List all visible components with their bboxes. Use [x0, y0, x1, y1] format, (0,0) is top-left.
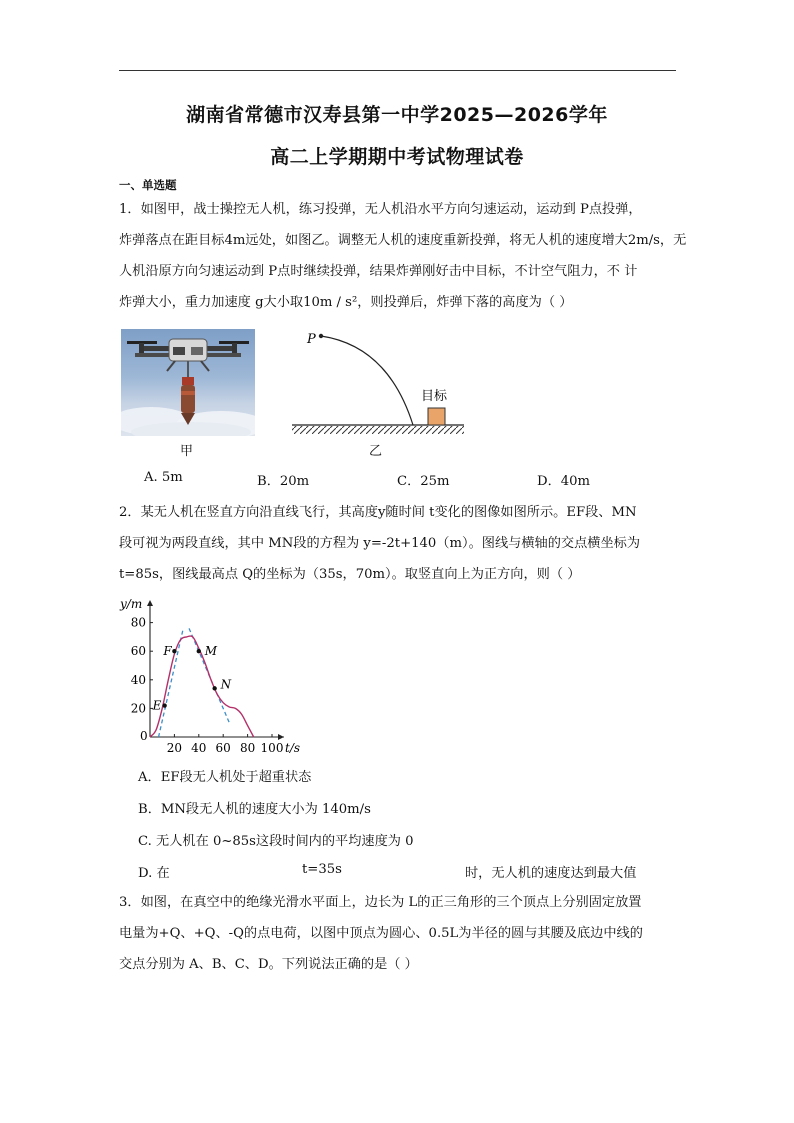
figure-jia-caption: 甲 — [180, 444, 194, 459]
y-tick-label: 60 — [130, 644, 146, 659]
point-p-marker — [319, 334, 323, 338]
y-tick-label: 20 — [130, 701, 146, 716]
q1-option-c: C．25m — [397, 474, 450, 489]
ground-hatching — [292, 426, 464, 434]
q1-option-b: B．20m — [257, 474, 310, 489]
point-n-label: N — [220, 677, 232, 692]
height-time-chart — [118, 592, 318, 754]
label-target: 目标 — [421, 389, 448, 404]
trajectory-diagram — [288, 326, 468, 438]
drone-illustration — [121, 329, 255, 436]
point-f-marker — [172, 649, 176, 653]
q1-line: 炸弹大小，重力加速度 g大小取10m / s²，则投弹后，炸弹下落的高度为（ ） — [119, 295, 573, 310]
label-p: P — [307, 332, 316, 347]
x-axis-label: t/s — [285, 741, 301, 754]
x-tick-label: 100 — [260, 741, 284, 754]
q2-choice-c: C. 无人机在 0~85s这段时间内的平均速度为 0 — [138, 834, 414, 849]
point-m-label: M — [204, 644, 218, 659]
page-title-line2: 高二上学期期中考试物理试卷 — [270, 146, 524, 168]
page-title-line1: 湖南省常德市汉寿县第一中学2025—2026学年 — [186, 104, 608, 126]
q2-line: 2．某无人机在竖直方向沿直线飞行，其高度y随时间 t变化的图像如图所示。EF段、MN — [119, 505, 637, 520]
question-3-text — [119, 887, 679, 980]
point-n-marker — [212, 686, 216, 690]
q2-choice-d-time: t=35s — [302, 862, 342, 877]
q1-option-d: D．40m — [537, 474, 591, 489]
question-2-text — [119, 497, 679, 590]
origin-label: 0 — [140, 729, 148, 743]
q3-line: 电量为+Q、+Q、-Q的点电荷，以图中顶点为圆心、0.5L为半径的圆与其腰及底边中线的 — [119, 926, 643, 941]
question-1-text — [119, 194, 687, 318]
y-tick-label: 40 — [130, 672, 146, 687]
target-box — [428, 408, 445, 425]
q2-choice-a: A．EF段无人机处于超重状态 — [138, 770, 312, 785]
header-rule — [119, 70, 676, 71]
y-axis-label: y/m — [120, 597, 143, 611]
x-tick-label: 80 — [239, 741, 256, 754]
figure-yi-caption: 乙 — [369, 444, 383, 459]
q2-choice-b: B．MN段无人机的速度大小为 140m/s — [138, 802, 371, 817]
x-tick-label: 20 — [166, 741, 183, 754]
q1-option-a: A. 5m — [144, 470, 183, 485]
q2-line: t=85s，图线最高点 Q的坐标为（35s，70m）。取竖直向上为正方向，则（ ） — [119, 567, 581, 582]
q2-choice-d-suffix: 时，无人机的速度达到最大值 — [465, 866, 637, 881]
q3-line: 交点分别为 A、B、C、D。下列说法正确的是（ ） — [119, 957, 418, 972]
q1-line: 人机沿原方向匀速运动到 P点时继续投弹，结果炸弹刚好击中目标，不计空气阻力，不 计 — [119, 264, 638, 279]
bomb-trajectory — [321, 336, 413, 425]
section-heading: 一、单选题 — [119, 178, 177, 192]
x-axis-arrow — [278, 734, 284, 740]
point-e-label: E — [152, 698, 162, 713]
point-m-marker — [197, 649, 201, 653]
y-axis-arrow — [147, 600, 153, 606]
q1-line: 炸弹落点在距目标4m远处，如图乙。调整无人机的速度重新投弹，将无人机的速度增大2m/s，无 — [119, 233, 687, 248]
x-tick-label: 60 — [215, 741, 231, 754]
y-tick-label: 80 — [130, 615, 146, 630]
drone-photo — [121, 329, 255, 436]
q2-choice-d-prefix: D. 在 — [138, 866, 170, 881]
point-f-label: F — [163, 644, 172, 659]
q3-line: 3．如图，在真空中的绝缘光滑水平面上，边长为 L的正三角形的三个顶点上分别固定放置 — [119, 895, 642, 910]
q2-line: 段可视为两段直线，其中 MN段的方程为 y=-2t+140（m）。图线与横轴的交点横坐标为 — [119, 536, 641, 551]
point-e-marker — [162, 703, 166, 707]
x-tick-label: 40 — [191, 741, 207, 754]
q1-line: 1．如图甲，战士操控无人机，练习投弹，无人机沿水平方向匀速运动，运动到 P点投弹， — [119, 202, 642, 217]
